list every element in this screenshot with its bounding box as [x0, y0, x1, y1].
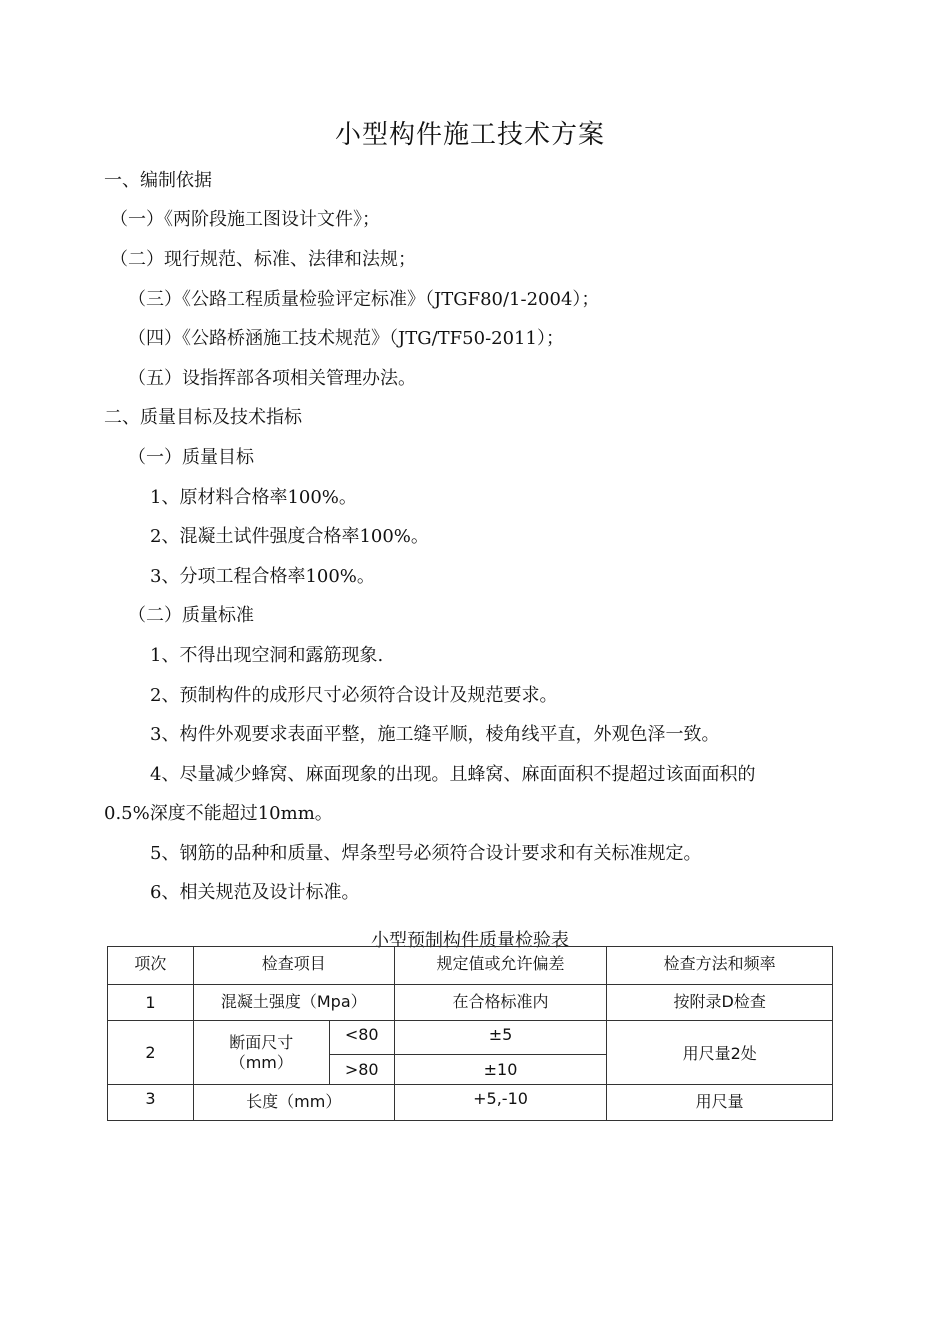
paragraph: 3、构件外观要求表面平整，施工缝平顺，棱角线平直，外观色泽一致。 — [150, 724, 720, 745]
paragraph: 3、分项工程合格率100%。 — [150, 566, 375, 587]
table-cell: ±10 — [394, 1055, 607, 1085]
subsection-heading: （一）质量目标 — [128, 447, 254, 468]
table-cell: 3 — [108, 1085, 194, 1121]
paragraph: 2、混凝土试件强度合格率100%。 — [150, 526, 429, 547]
table-row — [108, 985, 833, 1021]
document-title: 小型构件施工技术方案 — [334, 120, 605, 150]
table-row — [108, 1085, 833, 1121]
table-cell: 在合格标准内 — [394, 985, 607, 1021]
paragraph: （四）《公路桥涵施工技术规范》（JTG/TF50-2011）； — [128, 328, 564, 349]
table-cell: 用尺量 — [607, 1085, 833, 1121]
section-heading: 二、质量目标及技术指标 — [104, 407, 302, 428]
table-cell: 2 — [108, 1021, 194, 1085]
table-cell: +5,-10 — [394, 1085, 607, 1121]
header-cell: 规定值或允许偏差 — [394, 947, 607, 985]
quality-inspection-table — [107, 946, 833, 1121]
header-cell: 项次 — [108, 947, 194, 985]
section-heading: 一、编制依据 — [104, 170, 212, 191]
table-cell-text: 断面尺寸（mm） — [229, 1032, 294, 1072]
table-cell — [193, 1021, 329, 1085]
table-cell: 长度（mm） — [193, 1085, 394, 1121]
paragraph: 1、原材料合格率100%。 — [150, 487, 357, 508]
paragraph: 1、不得出现空洞和露筋现象. — [150, 645, 384, 666]
table-cell: <80 — [329, 1021, 394, 1055]
paragraph: （三）《公路工程质量检验评定标准》（JTGF80/1-2004）； — [128, 289, 600, 310]
table-cell: 用尺量2处 — [607, 1021, 833, 1085]
table-caption: 小型预制构件质量检验表 — [371, 930, 569, 951]
table-cell: 混凝土强度（Mpa） — [193, 985, 394, 1021]
paragraph: （一）《两阶段施工图设计文件》； — [110, 209, 380, 230]
paragraph: 2、预制构件的成形尺寸必须符合设计及规范要求。 — [150, 685, 558, 706]
paragraph: 0.5%深度不能超过10mm。 — [104, 803, 333, 824]
table-row — [108, 1021, 833, 1055]
table-cell: 1 — [108, 985, 194, 1021]
subsection-heading: （二）质量标准 — [128, 605, 254, 626]
paragraph: 4、尽量减少蜂窝、麻面现象的出现。且蜂窝、麻面面积不提超过该面面积的 — [150, 764, 756, 785]
header-cell: 检查方法和频率 — [607, 947, 833, 985]
table-cell: 按附录D检查 — [607, 985, 833, 1021]
table-header-row — [108, 947, 833, 985]
paragraph: 5、钢筋的品种和质量、焊条型号必须符合设计要求和有关标准规定。 — [150, 843, 702, 864]
table-cell: ±5 — [394, 1021, 607, 1055]
header-cell: 检查项目 — [193, 947, 394, 985]
paragraph: （五）设指挥部各项相关管理办法。 — [128, 368, 416, 389]
paragraph: （二）现行规范、标准、法律和法规； — [110, 249, 416, 270]
paragraph: 6、相关规范及设计标准。 — [150, 882, 360, 903]
table-cell: >80 — [329, 1055, 394, 1085]
